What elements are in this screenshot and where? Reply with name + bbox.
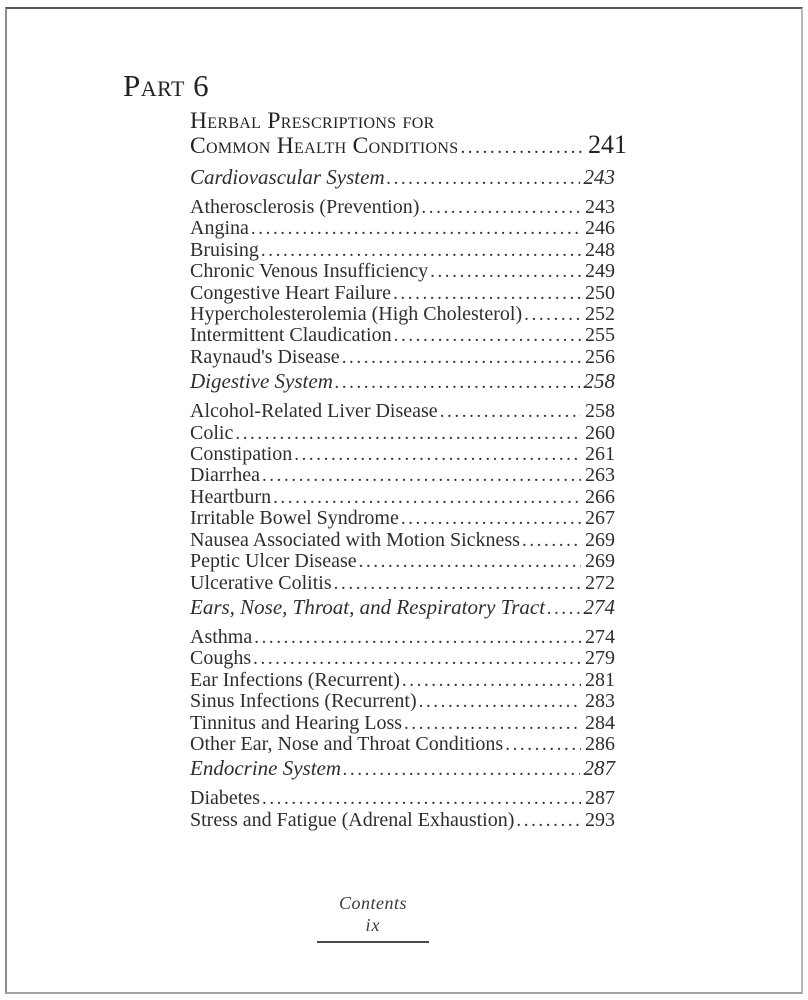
dot-leader — [334, 573, 581, 594]
section-page-number: 274 — [583, 594, 615, 619]
entry-label: Atherosclerosis (Prevention) — [190, 196, 420, 218]
toc-entry-row — [190, 648, 615, 669]
entry-page-number: 279 — [585, 647, 615, 670]
entry-label: Alcohol-Related Liver Disease — [190, 400, 438, 423]
page-footer — [293, 892, 453, 943]
toc-entry-row — [190, 734, 615, 755]
toc-title-line2-text: Common Health Conditions — [190, 133, 459, 159]
toc-title-page-number: 241 — [588, 130, 627, 159]
toc-entry-row — [190, 713, 615, 734]
entry-label: Hypercholesterolemia (High Cholesterol) — [190, 303, 523, 326]
toc-entry-row — [190, 240, 615, 261]
toc-section-heading-row — [190, 370, 615, 394]
entry-page-number: 260 — [585, 421, 615, 444]
footer-page-number: ix — [365, 915, 381, 935]
entry-label: Intermittent Claudication — [190, 324, 392, 347]
entry-page-number: 252 — [585, 303, 615, 326]
dot-leader — [404, 713, 581, 734]
dot-leader — [294, 444, 581, 465]
dot-leader — [419, 691, 581, 712]
toc-entry-row — [190, 465, 615, 486]
dot-leader — [342, 347, 581, 368]
table-of-contents-page — [123, 70, 629, 831]
entry-label: Chronic Venous Insufficiency — [190, 260, 429, 283]
entry-label: Angina — [190, 217, 249, 240]
dot-leader — [387, 166, 580, 190]
entry-page-number: 246 — [585, 217, 615, 240]
section-page-number: 287 — [583, 756, 615, 781]
entry-page-number: 266 — [585, 485, 615, 508]
entry-page-number: 269 — [585, 528, 615, 551]
dot-leader — [402, 670, 581, 691]
dot-leader — [393, 283, 581, 304]
entry-page-number: 256 — [585, 345, 615, 368]
entry-label: Sinus Infections (Recurrent) — [190, 690, 417, 713]
toc-section-heading-row — [190, 596, 615, 620]
footer-rule — [317, 941, 429, 943]
dot-leader — [440, 401, 581, 422]
dot-leader — [401, 508, 581, 529]
entry-label: Peptic Ulcer Disease — [190, 550, 357, 573]
toc-title-line1: Herbal Prescriptions for — [190, 108, 435, 134]
dot-leader — [261, 240, 581, 261]
section-heading-label: Ears, Nose, Throat, and Respiratory Tract — [190, 594, 546, 619]
dot-leader — [547, 596, 579, 620]
toc-entry-row — [190, 530, 615, 551]
dot-leader — [524, 304, 581, 325]
dot-leader — [394, 325, 581, 346]
entry-page-number: 255 — [585, 324, 615, 347]
dot-leader — [505, 734, 581, 755]
entry-page-number: 243 — [585, 196, 615, 218]
entry-page-number: 258 — [585, 400, 615, 423]
entry-label: Congestive Heart Failure — [190, 281, 392, 304]
toc-entry-row — [190, 788, 615, 809]
dot-leader — [253, 648, 581, 669]
toc-entry-row — [190, 551, 615, 572]
entry-label: Heartburn — [190, 485, 272, 508]
entry-page-number: 281 — [585, 668, 615, 691]
entry-label: Stress and Fatigue (Adrenal Exhaustion) — [190, 808, 515, 831]
dot-leader — [262, 465, 581, 486]
toc-entry-row — [190, 670, 615, 691]
entry-page-number: 272 — [585, 571, 615, 594]
entry-label: Ear Infections (Recurrent) — [190, 668, 400, 691]
entry-page-number: 250 — [585, 281, 615, 304]
entry-page-number: 274 — [585, 625, 615, 648]
toc-section-heading-row — [190, 757, 615, 781]
dot-leader — [430, 261, 581, 282]
toc-entry-row — [190, 810, 615, 831]
toc-entry-row — [190, 218, 615, 239]
toc-entry-row — [190, 487, 615, 508]
dot-leader — [251, 218, 581, 239]
toc-entry-row — [190, 261, 615, 282]
entry-label: Ulcerative Colitis — [190, 571, 332, 594]
toc-entry-row — [190, 573, 615, 594]
entry-page-number: 269 — [585, 550, 615, 573]
section-page-number: 243 — [583, 165, 615, 189]
section-heading-label: Endocrine System — [190, 756, 342, 781]
dot-leader — [343, 757, 579, 781]
section-page-number: 258 — [583, 369, 615, 394]
toc-entry-row — [190, 401, 615, 422]
toc-entry-row — [190, 325, 615, 346]
entry-label: Raynaud's Disease — [190, 345, 340, 368]
toc-sections — [190, 166, 615, 831]
entry-page-number: 293 — [585, 808, 615, 831]
entry-label: Asthma — [190, 625, 253, 648]
entry-page-number: 287 — [585, 787, 615, 810]
dot-leader — [273, 487, 581, 508]
toc-title-line2 — [190, 130, 627, 160]
toc-entry-row — [190, 197, 615, 218]
section-heading-label: Cardiovascular System — [190, 165, 385, 189]
part-label: Part 6 — [123, 68, 210, 103]
entry-page-number: 284 — [585, 711, 615, 734]
toc-entry-row — [190, 423, 615, 444]
entry-label: Irritable Bowel Syndrome — [190, 507, 399, 530]
entry-label: Constipation — [190, 443, 293, 466]
entry-label: Diarrhea — [190, 464, 260, 487]
entry-page-number: 248 — [585, 238, 615, 261]
dot-leader — [516, 810, 581, 831]
toc-entry-row — [190, 508, 615, 529]
toc-title — [190, 109, 627, 160]
entry-page-number: 263 — [585, 464, 615, 487]
toc-block — [190, 109, 629, 831]
entry-label: Coughs — [190, 647, 252, 670]
toc-entry-row — [190, 304, 615, 325]
entry-page-number: 283 — [585, 690, 615, 713]
section-heading-label: Digestive System — [190, 369, 333, 394]
entry-page-number: 267 — [585, 507, 615, 530]
dot-leader — [359, 551, 581, 572]
dot-leader — [335, 370, 580, 394]
entry-label: Nausea Associated with Motion Sickness — [190, 528, 520, 551]
toc-section-heading-row — [190, 166, 615, 190]
toc-entry-row — [190, 283, 615, 304]
dot-leader — [235, 423, 581, 444]
entry-label: Other Ear, Nose and Throat Conditions — [190, 732, 504, 755]
entry-page-number: 286 — [585, 732, 615, 755]
entry-label: Diabetes — [190, 787, 260, 810]
dot-leader — [262, 788, 581, 809]
toc-entry-row — [190, 627, 615, 648]
dot-leader — [460, 134, 584, 160]
entry-label: Colic — [190, 421, 234, 444]
footer-running-title: Contents — [338, 893, 407, 913]
toc-entry-row — [190, 691, 615, 712]
dot-leader — [421, 197, 581, 218]
entry-page-number: 249 — [585, 260, 615, 283]
toc-entry-row — [190, 444, 615, 465]
entry-label: Tinnitus and Hearing Loss — [190, 711, 403, 734]
entry-page-number: 261 — [585, 443, 615, 466]
dot-leader — [522, 530, 581, 551]
dot-leader — [254, 627, 581, 648]
entry-label: Bruising — [190, 238, 259, 261]
toc-entry-row — [190, 347, 615, 368]
